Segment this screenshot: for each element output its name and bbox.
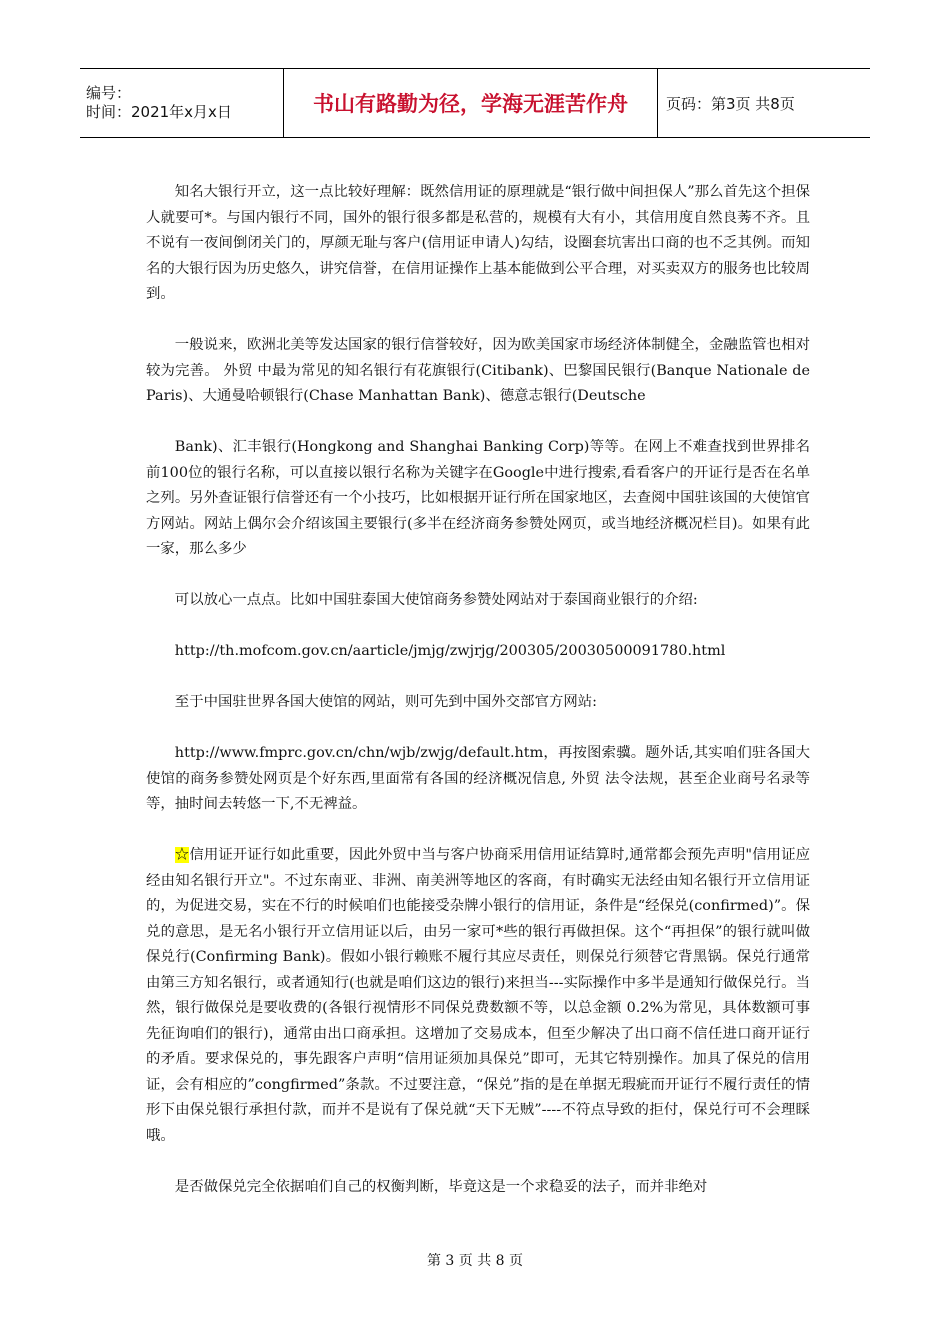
paragraph-with-star: [146, 843, 810, 1149]
header-motto: 书山有路勤为径，学海无涯苦作舟: [284, 69, 658, 137]
page-header: [80, 68, 870, 138]
paragraph-text: 信用证开证行如此重要，因此外贸中当与客户协商采用信用证结算时,通常都会预先声明"信用证应经由知名银行开立"。不过东南亚、非洲、南美洲等地区的客商，有时确实无法经由知名银行开立信用证的，为促进交易，实在不行的时候咱们也能接受杂牌小银行的信用证，条件是“经保兑(confirmed)”。保兑的意思，是无名小银行开立信用证以后，由另一家可*些的银行再做担保。这个“再担保”的银行就叫做保兑行(Confirming Bank)。假如小银行赖账不履行其应尽责任，则保兑行须替它背黑锅。保兑行通常由第三方知名银行，或者通知行(也就是咱们这边的银行)来担当---实际操作中多半是通知行做保兑行。当然，银行做保兑是要收费的(各银行视情形不同保兑费数额不等，以总金额 0.2%为常见，具体数额可事先征询咱们的银行)，通常由出口商承担。这增加了交易成本，但至少解决了出口商不信任进口商开证行的矛盾。要求保兑的，事先跟客户声明“信用证须加具保兑”即可，无其它特别操作。加具了保兑的信用证，会有相应的”congfirmed”条款。不过要注意，“保兑”指的是在单据无瑕疵而开证行不履行责任的情形下由保兑银行承担付款，而并不是说有了保兑就“天下无贼”----不符点导致的拒付，保兑行可不会理睬哦。: [146, 847, 810, 1144]
document-number-label: 编号：: [86, 84, 132, 102]
star-icon: ☆: [174, 847, 190, 863]
paragraph: 是否做保兑完全依据咱们自己的权衡判断，毕竟这是一个求稳妥的法子，而并非绝对: [174, 1178, 708, 1195]
document-time-label: 时间：2021年x月x日: [86, 103, 232, 121]
paragraph: 至于中国驻世界各国大使馆的网站，则可先到中国外交部官方网站:: [174, 694, 597, 710]
paragraph: 知名大银行开立，这一点比较好理解：既然信用证的原理就是“银行做中间担保人”那么首先这个担保人就要可*。与国内银行不同，国外的银行很多都是私营的，规模有大有小，其信用度自然良莠不齐。且不说有一夜间倒闭关门的，厚颜无耻与客户(信用证申请人)勾结，设圈套坑害出口商的也不乏其例。而知名的大银行因为历史悠久，讲究信誉，在信用证操作上基本能做到公平合理，对买卖双方的服务也比较周到。: [146, 184, 810, 302]
paragraph: http://www.fmprc.gov.cn/chn/wjb/zwjg/default.htm，再按图索骥。题外话,其实咱们驻各国大使馆的商务参赞处网页是个好东西,里面常有各国的经济概况信息, 外贸 法令法规，甚至企业商号名录等等，抽时间去转悠一下,不无裨益。: [146, 745, 810, 812]
page-footer: 第 3 页 共 8 页: [426, 1253, 524, 1269]
paragraph: 可以放心一点点。比如中国驻泰国大使馆商务参赞处网站对于泰国商业银行的介绍:: [174, 592, 698, 608]
url-paragraph: http://th.mofcom.gov.cn/aarticle/jmjg/zwjrjg/200305/20030500091780.html: [174, 643, 726, 659]
header-meta: [80, 69, 284, 137]
paragraph: Bank)、汇丰银行(Hongkong and Shanghai Banking Corp)等等。在网上不难查找到世界排名前100位的银行名称，可以直接以银行名称为关键字在Google中进行搜索,看看客户的开证行是否在名单之列。另外查证银行信誉还有一个小技巧，比如根据开证行所在国家地区，去查阅中国驻该国的大使馆官方网站。网站上偶尔会介绍该国主要银行(多半在经济商务参赞处网页，或当地经济概况栏目)。如果有此一家，那么多少: [146, 439, 810, 557]
header-page-label: 页码：第3页 共8页: [666, 94, 795, 113]
document-body: [146, 180, 810, 1200]
paragraph: 一般说来，欧洲北美等发达国家的银行信誉较好，因为欧美国家市场经济体制健全，金融监管也相对较为完善。 外贸 中最为常见的知名银行有花旗银行(Citibank)、巴黎国民银行(Banque Nationale de Paris)、大通曼哈顿银行(Chase Manhattan Bank)、德意志银行(Deutsche: [146, 337, 810, 404]
